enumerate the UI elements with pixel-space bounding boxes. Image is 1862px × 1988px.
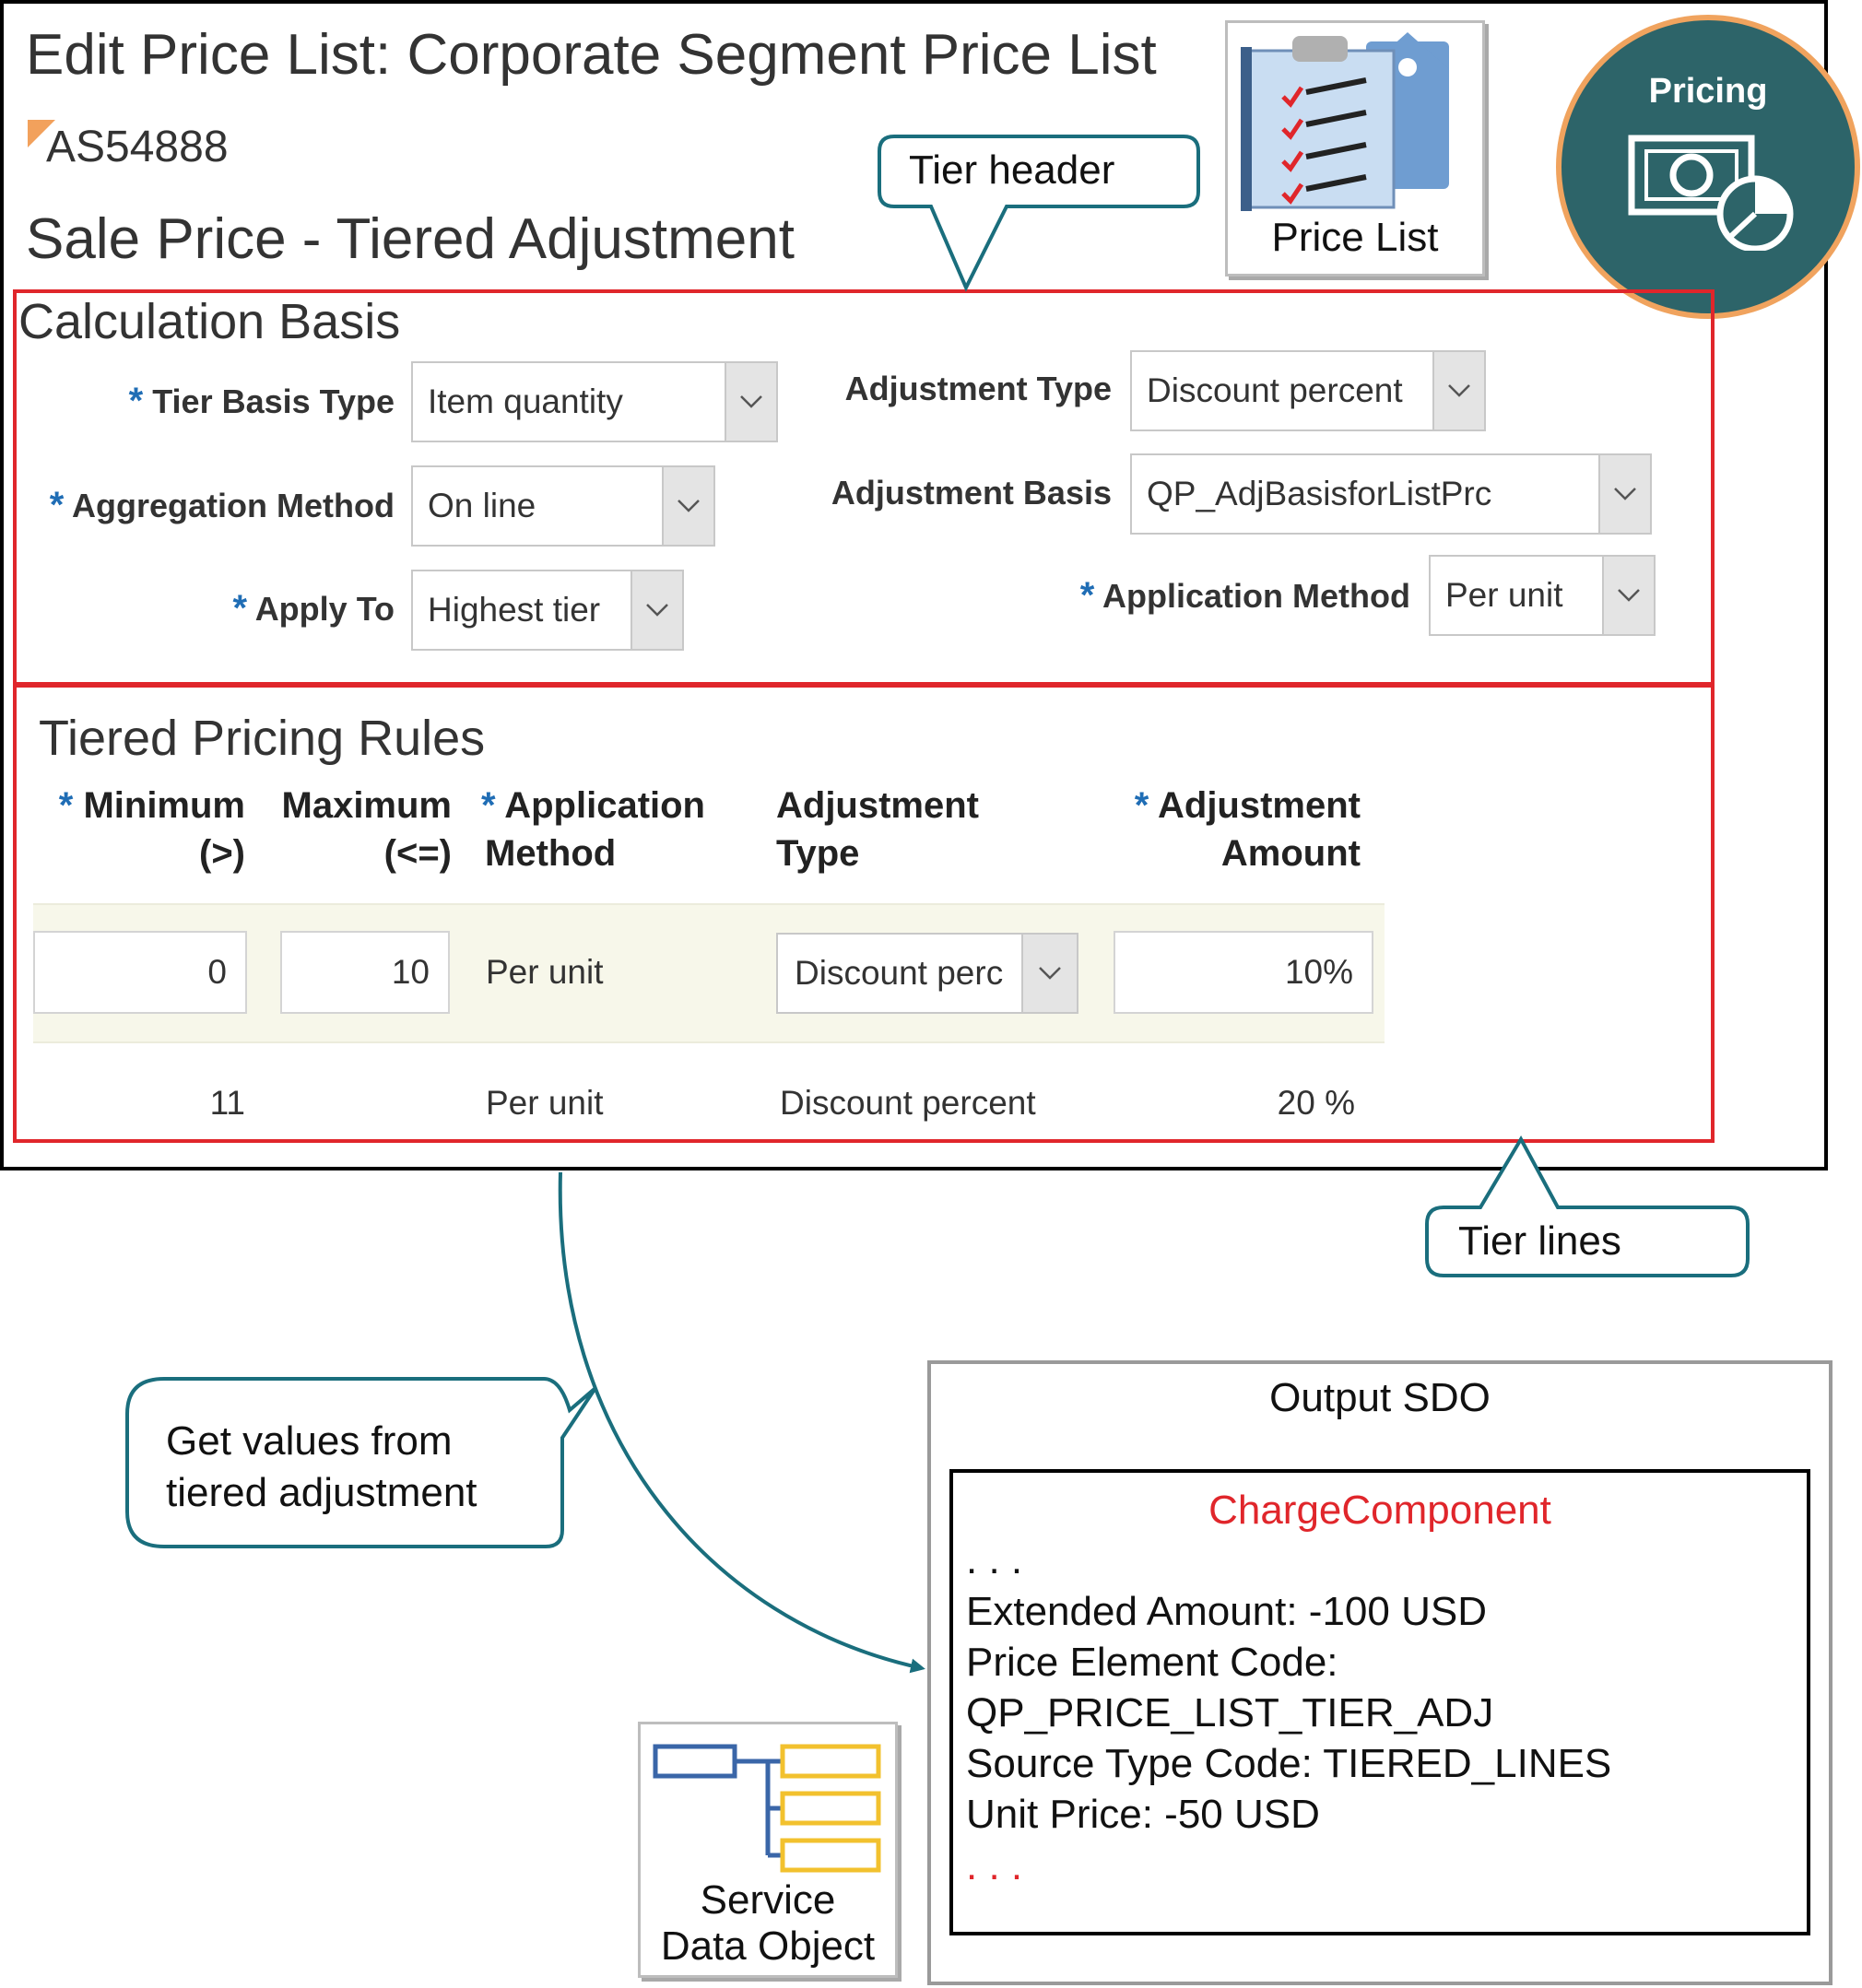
minimum-input[interactable]: 0: [33, 931, 247, 1014]
application-method-cell: Per unit: [486, 1084, 604, 1122]
section-subtitle: Sale Price - Tiered Adjustment: [26, 207, 795, 271]
tier-lines-callout-label: Tier lines: [1458, 1218, 1621, 1264]
application-method-label: * Application Method: [1079, 575, 1410, 616]
required-marker: *: [128, 381, 144, 421]
page-title: Edit Price List: Corporate Segment Price List: [26, 23, 1157, 87]
application-method-select[interactable]: Per unit: [1429, 555, 1656, 636]
service-data-object-caption: Service Data Object: [660, 1877, 876, 1969]
flow-arrow: [560, 1172, 922, 1668]
tier-basis-type-select[interactable]: Item quantity: [411, 361, 778, 442]
tiered-pricing-rules-heading: Tiered Pricing Rules: [39, 711, 486, 766]
source-type-code-line: Source Type Code: TIERED_LINES: [966, 1741, 1612, 1786]
column-header-maximum: Maximum (<=): [281, 785, 452, 874]
unit-price-line: Unit Price: -50 USD: [966, 1792, 1320, 1837]
application-method-cell: Per unit: [486, 953, 604, 991]
price-list-code: AS54888: [46, 123, 229, 171]
required-marker: *: [232, 588, 248, 629]
aggregation-method-label: * Aggregation Method: [49, 485, 395, 525]
pricing-badge-label: Pricing: [1648, 72, 1768, 111]
required-marker: *: [49, 485, 65, 525]
adjustment-type-cell: Discount percent: [780, 1084, 1036, 1122]
tier-basis-type-label: * Tier Basis Type: [128, 381, 395, 421]
service-data-object-tile: [638, 1722, 898, 1978]
price-element-code-value: QP_PRICE_LIST_TIER_ADJ: [966, 1690, 1494, 1735]
service-data-object-icon: [652, 1735, 882, 1874]
apply-to-label: * Apply To: [232, 588, 395, 629]
adjustment-type-select[interactable]: Discount percent: [1130, 350, 1486, 431]
ellipsis-top: . . .: [966, 1537, 1023, 1582]
apply-to-select[interactable]: Highest tier: [411, 570, 684, 651]
required-marker: *: [1079, 575, 1095, 616]
minimum-cell: 11: [209, 1084, 245, 1122]
tier-header-callout-label: Tier header: [909, 147, 1115, 193]
aggregation-method-select[interactable]: On line: [411, 465, 715, 547]
column-header-minimum: * Minimum (>): [58, 785, 245, 874]
ellipsis-bottom: . . .: [966, 1843, 1023, 1888]
adjustment-amount-input[interactable]: 10%: [1114, 931, 1373, 1014]
maximum-input[interactable]: 10: [280, 931, 450, 1014]
adjustment-type-label: Adjustment Type: [844, 370, 1112, 407]
price-element-code-line: Price Element Code:: [966, 1640, 1338, 1685]
price-list-caption: Price List: [1271, 215, 1439, 260]
output-sdo-title: Output SDO: [1269, 1375, 1491, 1420]
adjustment-type-row-select[interactable]: Discount perc: [776, 933, 1078, 1014]
calculation-basis-heading: Calculation Basis: [18, 294, 401, 349]
adjustment-basis-label: Adjustment Basis: [831, 474, 1112, 512]
charge-component-title: ChargeComponent: [1208, 1488, 1551, 1533]
column-header-adjustment-amount: * Adjustment Amount: [1134, 785, 1361, 874]
get-values-callout-label: Get values from tiered adjustment: [166, 1418, 477, 1515]
extended-amount-line: Extended Amount: -100 USD: [966, 1589, 1487, 1634]
adjustment-amount-cell: 20 %: [1277, 1084, 1355, 1122]
column-header-adjustment-type: Adjustment Type: [776, 785, 979, 874]
adjustment-basis-select[interactable]: QP_AdjBasisforListPrc: [1130, 453, 1652, 535]
column-header-application-method: * Application Method: [481, 785, 705, 874]
